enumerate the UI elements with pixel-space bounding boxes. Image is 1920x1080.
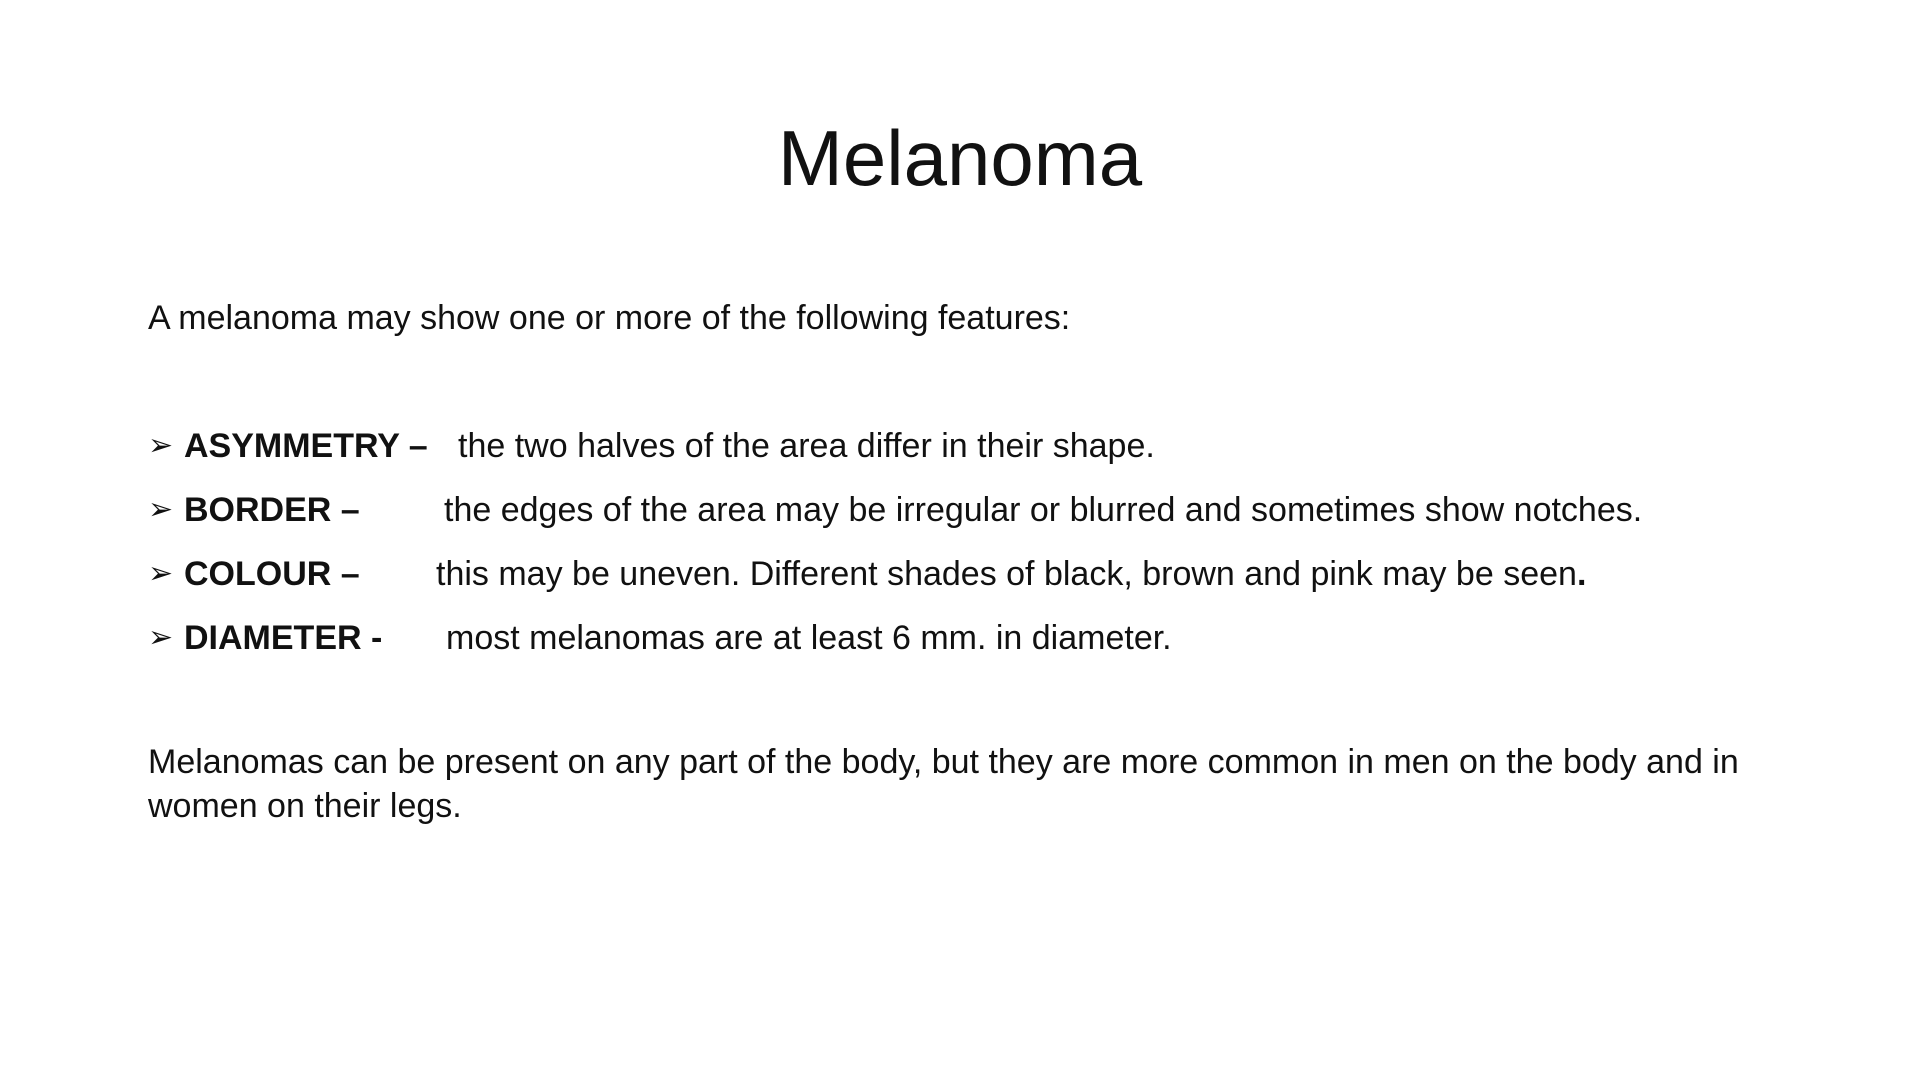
- arrow-bullet-icon: ➢: [148, 429, 174, 462]
- feature-description-text: most melanomas are at least 6 mm. in diameter.: [446, 619, 1172, 657]
- feature-description-text: the two halves of the area differ in their shape.: [458, 427, 1155, 465]
- closing-text: Melanomas can be present on any part of the body, but they are more common in men on the body and in women on their legs.: [148, 743, 1739, 825]
- feature-description: [436, 552, 1586, 596]
- slide-title: Melanoma: [777, 114, 1143, 202]
- feature-term: DIAMETER -: [184, 619, 383, 657]
- feature-term: ASYMMETRY –: [184, 427, 428, 465]
- feature-list: [148, 424, 1848, 680]
- feature-description-text: the edges of the area may be irregular or blurred and sometimes show notches.: [444, 491, 1643, 529]
- list-item: [148, 552, 1848, 616]
- feature-description: [458, 424, 1155, 468]
- feature-description: [446, 616, 1172, 660]
- intro-text: A melanoma may show one or more of the following features:: [148, 299, 1071, 337]
- feature-term: COLOUR –: [184, 555, 360, 593]
- feature-trailing-punctuation: .: [1576, 555, 1587, 593]
- feature-description-text: this may be uneven. Different shades of black, brown and pink may be seen: [436, 555, 1577, 593]
- list-item: [148, 616, 1848, 680]
- list-item: [148, 424, 1848, 488]
- feature-term: BORDER –: [184, 491, 360, 529]
- arrow-bullet-icon: ➢: [148, 493, 174, 526]
- list-item: [148, 488, 1848, 552]
- arrow-bullet-icon: ➢: [148, 621, 174, 654]
- arrow-bullet-icon: ➢: [148, 557, 174, 590]
- feature-description: [444, 488, 1642, 532]
